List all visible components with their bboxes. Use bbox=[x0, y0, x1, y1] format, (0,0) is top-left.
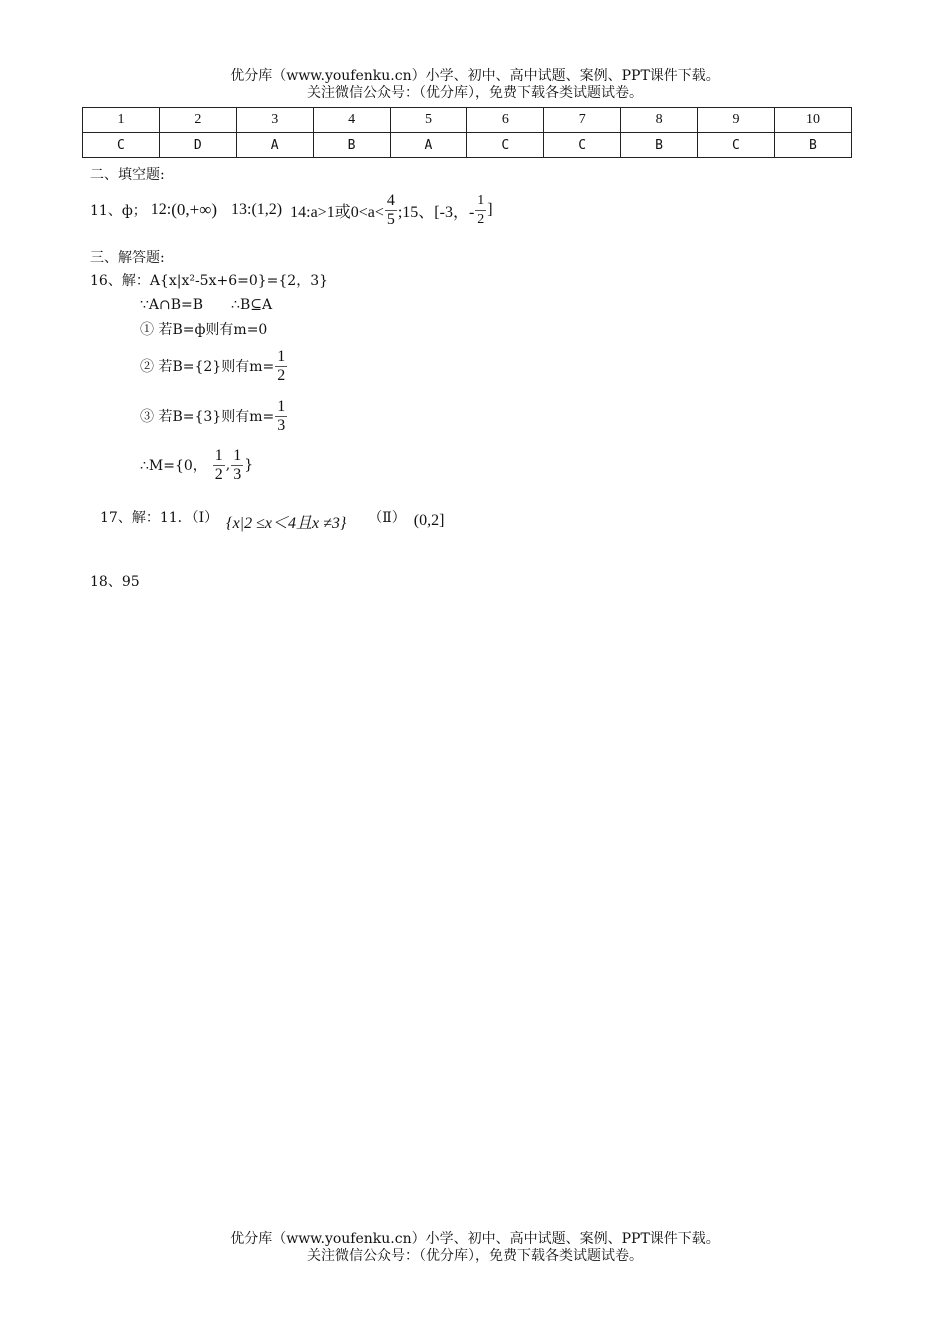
fill-q15-bracket: ] bbox=[487, 201, 493, 218]
question-number: 2 bbox=[159, 108, 236, 133]
question-number: 8 bbox=[621, 108, 698, 133]
fill-answers-line bbox=[90, 186, 493, 234]
section-fill-title: 二、填空题: bbox=[90, 167, 165, 183]
q16-case-1: ① 若B=ф则有m=0 bbox=[140, 322, 268, 338]
fill-q12-label: 12: bbox=[150, 201, 172, 218]
footer-line-1: 优分库（www.youfenku.cn）小学、初中、高中试题、案例、PPT课件下载。 bbox=[230, 1231, 720, 1247]
answer-table bbox=[82, 107, 852, 158]
answer-choice: C bbox=[698, 133, 775, 158]
q16-result-text: ∴M={0， bbox=[140, 458, 207, 474]
q18-line: 18、95 bbox=[90, 574, 140, 590]
page-header-top bbox=[0, 68, 950, 102]
header-line-1: 优分库（www.youfenku.cn）小学、初中、高中试题、案例、PPT课件下载。 bbox=[230, 68, 720, 84]
question-number: 9 bbox=[698, 108, 775, 133]
fraction-denominator: 3 bbox=[233, 465, 242, 483]
q16-line-2: ∵A∩B=B ∴B⊆A bbox=[140, 297, 273, 313]
answer-table-number-row bbox=[83, 108, 852, 133]
q16-case-2-fraction bbox=[275, 348, 287, 385]
fill-q13: 13:(1,2) bbox=[231, 201, 283, 218]
answer-choice: B bbox=[621, 133, 698, 158]
answer-choice: A bbox=[390, 133, 467, 158]
q17-label: 17、解：11．（Ⅰ） bbox=[100, 509, 219, 526]
answer-table-answer-row bbox=[83, 133, 852, 158]
fraction-numerator: 4 bbox=[386, 191, 395, 209]
fill-q15-fraction bbox=[475, 192, 486, 229]
question-number: 7 bbox=[544, 108, 621, 133]
q16-case-3 bbox=[140, 394, 288, 438]
q16-result-fraction-1 bbox=[213, 447, 225, 484]
question-number: 5 bbox=[390, 108, 467, 133]
fraction-numerator: 1 bbox=[475, 192, 486, 211]
fraction-numerator: 1 bbox=[277, 347, 286, 365]
fraction-denominator: 5 bbox=[386, 210, 395, 228]
fraction-denominator: 3 bbox=[277, 416, 286, 434]
section-solve-title: 三、解答题: bbox=[90, 250, 165, 266]
page-footer bbox=[0, 1231, 950, 1265]
fill-q14-fraction bbox=[385, 192, 397, 229]
answer-choice: C bbox=[83, 133, 160, 158]
fill-q15-text: ;15、[-3，- bbox=[397, 203, 475, 221]
q17-part2-label: （Ⅱ） bbox=[368, 509, 406, 526]
answer-choice: B bbox=[774, 133, 851, 158]
fill-q11: 11、ф； bbox=[90, 203, 147, 219]
fill-q12-value: (0,+∞) bbox=[171, 200, 218, 219]
fraction-numerator: 1 bbox=[277, 397, 286, 415]
fraction-denominator: 2 bbox=[477, 211, 485, 227]
answer-choice: C bbox=[544, 133, 621, 158]
q16-case-3-text: ③ 若B={3}则有m= bbox=[140, 409, 275, 425]
answer-choice: D bbox=[159, 133, 236, 158]
fill-q14-text: 14:a>1或0<a< bbox=[290, 203, 384, 221]
q17-line bbox=[100, 500, 444, 533]
q16-case-2-text: ② 若B={2}则有m= bbox=[140, 359, 275, 375]
header-line-2: 关注微信公众号：（优分库），免费下载各类试题试卷。 bbox=[307, 85, 643, 101]
fraction-denominator: 2 bbox=[214, 465, 223, 483]
question-number: 10 bbox=[774, 108, 851, 133]
fraction-numerator: 1 bbox=[233, 446, 242, 464]
fraction-denominator: 2 bbox=[277, 366, 286, 384]
answer-choice: C bbox=[467, 133, 544, 158]
question-number: 6 bbox=[467, 108, 544, 133]
q16-case-2 bbox=[140, 344, 288, 388]
question-number: 1 bbox=[83, 108, 160, 133]
question-number: 4 bbox=[313, 108, 390, 133]
q16-line-1: 16、解：A{x|x²-5x+6=0}={2，3} bbox=[90, 273, 329, 289]
q16-result-fraction-2 bbox=[231, 447, 243, 484]
q17-set: {x|2 ≤x＜4且x ≠3} bbox=[226, 515, 347, 532]
q16-result-brace: } bbox=[244, 457, 254, 473]
answer-choice: A bbox=[236, 133, 313, 158]
question-number: 3 bbox=[236, 108, 313, 133]
q16-result-separator: , bbox=[225, 457, 231, 473]
q16-result bbox=[140, 443, 253, 487]
q16-case-3-fraction bbox=[275, 398, 287, 435]
q17-interval: (0,2] bbox=[413, 511, 445, 529]
footer-line-2: 关注微信公众号：（优分库），免费下载各类试题试卷。 bbox=[307, 1248, 643, 1264]
fraction-numerator: 1 bbox=[214, 446, 223, 464]
answer-choice: B bbox=[313, 133, 390, 158]
